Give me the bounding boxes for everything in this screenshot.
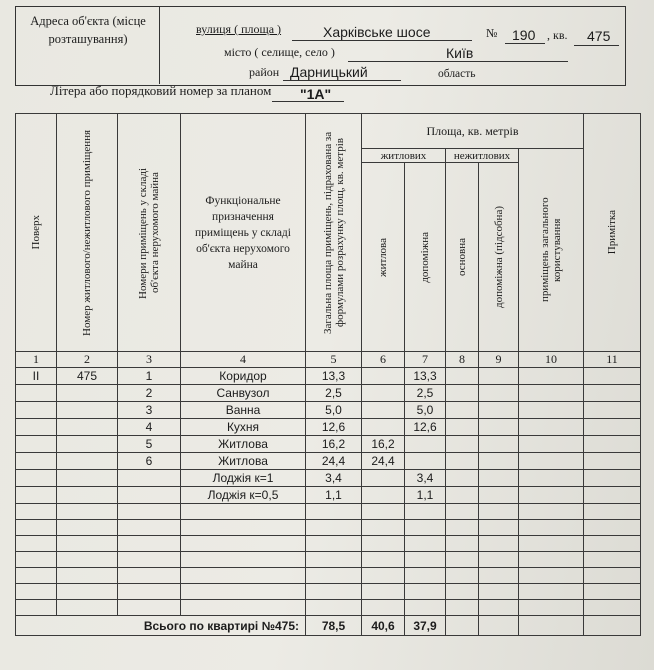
- header-living: житлова: [362, 163, 405, 352]
- empty-cell: [362, 536, 405, 552]
- cell-unit-no: [57, 487, 118, 504]
- empty-cell: [584, 584, 641, 600]
- empty-cell: [57, 536, 118, 552]
- empty-cell: [479, 453, 519, 470]
- cell-room-no: 6: [118, 453, 181, 470]
- empty-cell: [16, 568, 57, 584]
- cell-aux-area: 1,1: [405, 487, 446, 504]
- cell-room-no: 2: [118, 385, 181, 402]
- empty-cell: [181, 536, 306, 552]
- cell-total-area: 13,3: [306, 368, 362, 385]
- empty-cell: [16, 520, 57, 536]
- totals-auxiliary: 37,9: [405, 616, 446, 636]
- empty-cell: [181, 584, 306, 600]
- empty-cell: [118, 536, 181, 552]
- empty-cell: [584, 385, 641, 402]
- cell-total-area: 1,1: [306, 487, 362, 504]
- house-no-label: №: [486, 26, 498, 40]
- empty-cell: [479, 600, 519, 616]
- empty-cell: [584, 402, 641, 419]
- address-label: Адреса об'єкта (місце розташування): [30, 14, 146, 46]
- cell-room-no: 3: [118, 402, 181, 419]
- district-label: район: [249, 65, 280, 79]
- empty-cell: [446, 453, 479, 470]
- cell-room-name: Кухня: [181, 419, 306, 436]
- cell-floor: [16, 385, 57, 402]
- empty-cell: [479, 520, 519, 536]
- empty-cell: [446, 584, 479, 600]
- empty-cell: [306, 600, 362, 616]
- header-floor: Поверх: [16, 114, 57, 352]
- header-residential: житлових: [362, 149, 446, 163]
- empty-cell: [519, 552, 584, 568]
- table-row: [16, 402, 641, 419]
- letter-label: Літера або порядковий номер за планом: [50, 83, 272, 98]
- empty-cell: [479, 536, 519, 552]
- table-row: [16, 470, 641, 487]
- empty-cell: [519, 402, 584, 419]
- header-nonresidential: нежитлових: [446, 149, 519, 163]
- empty-cell: [306, 552, 362, 568]
- cell-room-name: Лоджія к=1: [181, 470, 306, 487]
- empty-cell: [405, 552, 446, 568]
- empty-cell: [446, 470, 479, 487]
- empty-cell: [362, 600, 405, 616]
- cell-total-area: 5,0: [306, 402, 362, 419]
- empty-cell: [479, 470, 519, 487]
- cell-floor: [16, 419, 57, 436]
- empty-cell: [57, 504, 118, 520]
- empty-cell: [479, 402, 519, 419]
- cell-unit-no: [57, 402, 118, 419]
- empty-cell: [446, 520, 479, 536]
- empty-cell: [118, 584, 181, 600]
- empty-cell: [362, 568, 405, 584]
- empty-cell: [118, 552, 181, 568]
- empty-table-row: [16, 536, 641, 552]
- empty-cell: [446, 402, 479, 419]
- empty-cell: [181, 504, 306, 520]
- district-underline: [283, 80, 401, 81]
- empty-cell: [479, 436, 519, 453]
- cell-floor: ІІ: [16, 368, 57, 385]
- empty-cell: [446, 487, 479, 504]
- empty-cell: [519, 504, 584, 520]
- empty-cell: [118, 600, 181, 616]
- empty-cell: [584, 453, 641, 470]
- house-no-underline: [505, 43, 545, 44]
- cell-living-area: [362, 419, 405, 436]
- header-purpose: Функціональне призначення приміщень у складі об'єкта нерухомого майна: [181, 114, 306, 352]
- col-number: 9: [479, 352, 519, 368]
- empty-cell: [584, 368, 641, 385]
- cell-room-name: Житлова: [181, 436, 306, 453]
- empty-cell: [584, 419, 641, 436]
- empty-cell: [446, 600, 479, 616]
- totals-row: [16, 616, 641, 636]
- cell-aux-area: 13,3: [405, 368, 446, 385]
- empty-table-row: [16, 552, 641, 568]
- cell-aux-area: 12,6: [405, 419, 446, 436]
- empty-cell: [57, 600, 118, 616]
- empty-cell: [57, 568, 118, 584]
- empty-cell: [584, 487, 641, 504]
- cell-aux-area: [405, 453, 446, 470]
- cell-floor: [16, 436, 57, 453]
- street-value: Харківське шосе: [323, 24, 431, 40]
- header-notes: Примітка: [584, 114, 641, 352]
- empty-table-row: [16, 584, 641, 600]
- cell-room-no: [118, 487, 181, 504]
- house-no-value: 190: [512, 27, 536, 43]
- cell-unit-no: 475: [57, 368, 118, 385]
- col-number: 2: [57, 352, 118, 368]
- empty-cell: [57, 552, 118, 568]
- header-auxiliary: допоміжна: [405, 163, 446, 352]
- empty-cell: [446, 568, 479, 584]
- empty-cell: [479, 368, 519, 385]
- empty-cell: [584, 536, 641, 552]
- col-number: 5: [306, 352, 362, 368]
- empty-cell: [16, 552, 57, 568]
- header-unit-no: Номер житлового/нежитлового приміщення: [57, 114, 118, 352]
- cell-room-no: 5: [118, 436, 181, 453]
- col-number: 1: [16, 352, 57, 368]
- letter-value: "1А": [300, 86, 332, 102]
- cell-living-area: [362, 368, 405, 385]
- empty-cell: [118, 520, 181, 536]
- header-main: основна: [446, 163, 479, 352]
- cell-room-name: Ванна: [181, 402, 306, 419]
- cell-floor: [16, 402, 57, 419]
- empty-cell: [519, 600, 584, 616]
- cell-unit-no: [57, 419, 118, 436]
- empty-cell: [306, 536, 362, 552]
- empty-cell: [446, 536, 479, 552]
- header-common-use: приміщень загального користування: [519, 149, 584, 352]
- empty-cell: [519, 568, 584, 584]
- empty-cell: [405, 600, 446, 616]
- empty-cell: [362, 584, 405, 600]
- empty-cell: [519, 536, 584, 552]
- totals-empty-cell: [446, 616, 479, 636]
- empty-cell: [16, 584, 57, 600]
- empty-cell: [181, 568, 306, 584]
- empty-cell: [519, 385, 584, 402]
- totals-label: Всього по квартирі №475:: [16, 616, 306, 636]
- empty-table-row: [16, 520, 641, 536]
- cell-floor: [16, 487, 57, 504]
- street-label: вулиця ( площа ): [196, 22, 282, 36]
- header-area-group: Площа, кв. метрів: [362, 114, 584, 149]
- empty-cell: [584, 568, 641, 584]
- cell-room-name: Житлова: [181, 453, 306, 470]
- empty-cell: [306, 504, 362, 520]
- empty-cell: [519, 436, 584, 453]
- cell-room-no: [118, 470, 181, 487]
- empty-cell: [519, 368, 584, 385]
- col-number: 8: [446, 352, 479, 368]
- empty-cell: [479, 419, 519, 436]
- empty-cell: [446, 385, 479, 402]
- cell-room-name: Санвузол: [181, 385, 306, 402]
- empty-cell: [57, 520, 118, 536]
- empty-cell: [306, 584, 362, 600]
- empty-cell: [446, 504, 479, 520]
- col-number: 10: [519, 352, 584, 368]
- cell-unit-no: [57, 436, 118, 453]
- cell-living-area: 24,4: [362, 453, 405, 470]
- cell-living-area: [362, 470, 405, 487]
- table-row: [16, 419, 641, 436]
- empty-cell: [405, 504, 446, 520]
- empty-table-row: [16, 504, 641, 520]
- empty-cell: [479, 504, 519, 520]
- cell-unit-no: [57, 453, 118, 470]
- empty-cell: [306, 520, 362, 536]
- table-row: [16, 453, 641, 470]
- empty-cell: [584, 552, 641, 568]
- rooms-table: [15, 113, 641, 636]
- empty-cell: [405, 520, 446, 536]
- empty-cell: [519, 584, 584, 600]
- city-label: місто ( селище, село ): [224, 45, 335, 59]
- empty-cell: [362, 504, 405, 520]
- empty-cell: [181, 520, 306, 536]
- empty-cell: [446, 368, 479, 385]
- empty-cell: [584, 470, 641, 487]
- totals-empty-cell: [584, 616, 641, 636]
- apt-label: , кв.: [547, 28, 568, 42]
- cell-total-area: 3,4: [306, 470, 362, 487]
- cell-total-area: 2,5: [306, 385, 362, 402]
- empty-cell: [405, 536, 446, 552]
- empty-cell: [16, 536, 57, 552]
- cell-total-area: 24,4: [306, 453, 362, 470]
- city-value: Київ: [446, 45, 474, 61]
- empty-cell: [362, 520, 405, 536]
- empty-cell: [479, 552, 519, 568]
- empty-cell: [446, 552, 479, 568]
- empty-cell: [362, 552, 405, 568]
- empty-cell: [584, 520, 641, 536]
- empty-cell: [181, 600, 306, 616]
- cell-total-area: 16,2: [306, 436, 362, 453]
- header-aux-utility: допоміжна (підсобна): [479, 163, 519, 352]
- totals-living: 40,6: [362, 616, 405, 636]
- table-row: [16, 436, 641, 453]
- totals-empty-cell: [479, 616, 519, 636]
- empty-cell: [479, 584, 519, 600]
- cell-room-name: Лоджія к=0,5: [181, 487, 306, 504]
- cell-total-area: 12,6: [306, 419, 362, 436]
- column-numbers-row: [16, 352, 641, 368]
- empty-cell: [479, 487, 519, 504]
- col-number: 7: [405, 352, 446, 368]
- header-total-area: Загальна площа приміщень, підрахована за формулами розрахунку площ, кв. метрів: [306, 114, 362, 352]
- apt-underline: [574, 45, 619, 46]
- totals-total-area: 78,5: [306, 616, 362, 636]
- cell-floor: [16, 470, 57, 487]
- table-row: [16, 368, 641, 385]
- empty-cell: [405, 568, 446, 584]
- empty-cell: [181, 552, 306, 568]
- empty-table-row: [16, 600, 641, 616]
- district-value: Дарницький: [290, 64, 368, 80]
- cell-living-area: [362, 402, 405, 419]
- cell-aux-area: 3,4: [405, 470, 446, 487]
- cell-aux-area: [405, 436, 446, 453]
- cell-living-area: 16,2: [362, 436, 405, 453]
- empty-cell: [519, 453, 584, 470]
- empty-cell: [446, 436, 479, 453]
- cell-unit-no: [57, 385, 118, 402]
- cell-floor: [16, 453, 57, 470]
- cell-aux-area: 5,0: [405, 402, 446, 419]
- empty-cell: [405, 584, 446, 600]
- apt-value: 475: [587, 28, 611, 44]
- empty-cell: [584, 600, 641, 616]
- cell-aux-area: 2,5: [405, 385, 446, 402]
- cell-living-area: [362, 385, 405, 402]
- col-number: 11: [584, 352, 641, 368]
- cell-living-area: [362, 487, 405, 504]
- empty-cell: [479, 385, 519, 402]
- totals-empty-cell: [519, 616, 584, 636]
- empty-cell: [118, 504, 181, 520]
- empty-cell: [16, 600, 57, 616]
- empty-cell: [306, 568, 362, 584]
- empty-cell: [584, 504, 641, 520]
- empty-cell: [57, 584, 118, 600]
- empty-cell: [479, 568, 519, 584]
- header-room-nos: Номери приміщень у складі об'єкта нерухомого майна: [118, 114, 181, 352]
- empty-cell: [16, 504, 57, 520]
- table-row: [16, 487, 641, 504]
- col-number: 3: [118, 352, 181, 368]
- street-underline: [292, 40, 472, 41]
- empty-cell: [118, 568, 181, 584]
- empty-cell: [584, 436, 641, 453]
- empty-cell: [446, 419, 479, 436]
- empty-cell: [519, 520, 584, 536]
- empty-cell: [519, 419, 584, 436]
- cell-room-no: 4: [118, 419, 181, 436]
- col-number: 6: [362, 352, 405, 368]
- oblast-label: область: [438, 68, 476, 80]
- city-underline: [348, 61, 568, 62]
- cell-unit-no: [57, 470, 118, 487]
- empty-cell: [519, 470, 584, 487]
- col-number: 4: [181, 352, 306, 368]
- cell-room-name: Коридор: [181, 368, 306, 385]
- empty-cell: [519, 487, 584, 504]
- empty-table-row: [16, 568, 641, 584]
- cell-room-no: 1: [118, 368, 181, 385]
- table-row: [16, 385, 641, 402]
